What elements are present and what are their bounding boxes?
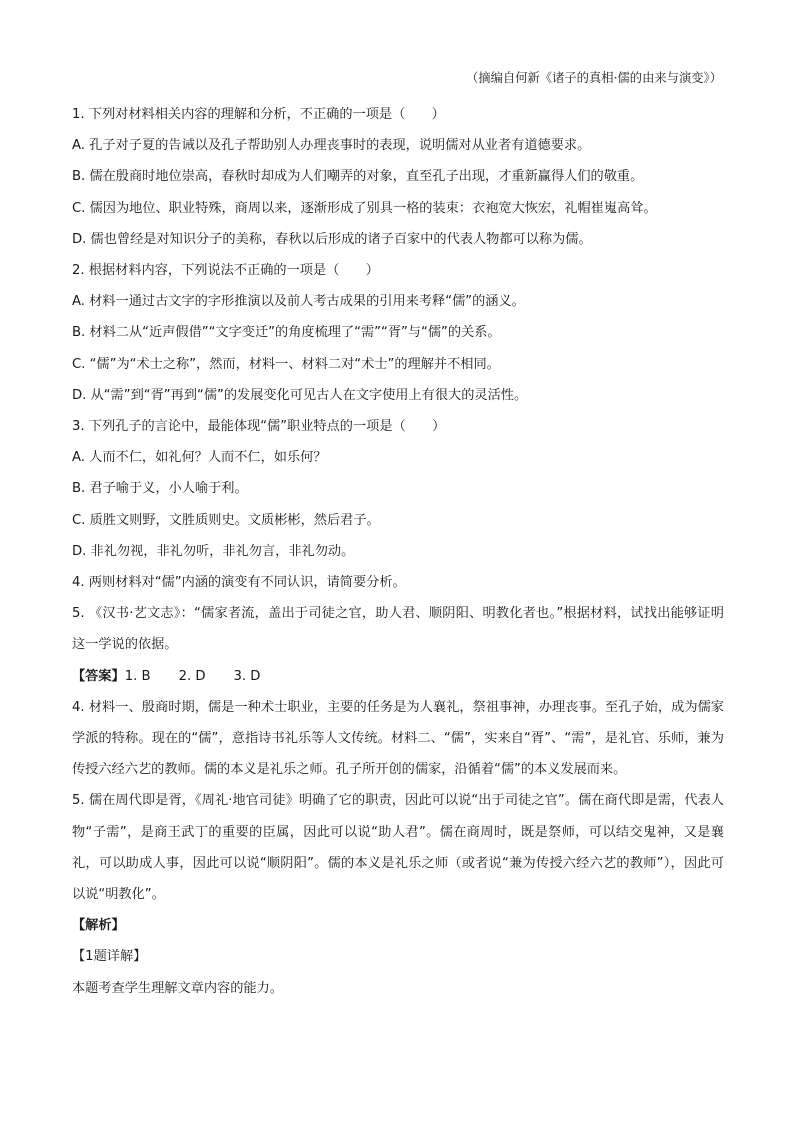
option-d: D. 从“需”到“胥”再到“儒”的发展变化可见古人在文字使用上有很大的灵活性。: [72, 387, 528, 403]
option-d: D. 非礼勿视，非礼勿听，非礼勿言，非礼勿动。: [72, 543, 355, 559]
analysis-text: 本题考查学生理解文章内容的能力。: [72, 980, 283, 996]
answer-tag: 【答案】: [72, 668, 125, 684]
analysis-tag: 【解析】: [72, 918, 125, 934]
question-3: [72, 411, 724, 567]
answer-item-3: 3. D: [233, 668, 261, 684]
question-2: [72, 255, 724, 411]
option-a: A. 人而不仁，如礼何？人而不仁，如乐何？: [72, 450, 327, 466]
answer-4-text: 4. 材料一、殷商时期，儒是一种术士职业，主要的任务是为人襄礼，祭祖事神，办理丧事。至孔子始，成为儒家学派的特称。现在的“儒”，意指诗书礼乐等人文传统。材料二、“儒”，实来自“胥”、“需”，是礼官、乐师，兼为传授六经六艺的教师。儒的本义是礼乐之师。孔子所开创的儒家，沿循着“儒”的本义发展而来。: [72, 699, 724, 778]
analysis-subtag: 【1题详解】: [72, 949, 147, 965]
answer-item-2: 2. D: [178, 668, 206, 684]
source-citation: （摘编自何新《诸子的真相·儒的由来与演变》）: [466, 71, 722, 85]
question-stem: 1. 下列对材料相关内容的理解和分析，不正确的一项是（ ）: [72, 107, 445, 122]
question-1: [72, 99, 724, 255]
option-c: C. “儒”为“术士之称”，然而，材料一、材料二对“术士”的理解并不相同。: [72, 356, 500, 372]
option-d: D. 儒也曾经是对知识分子的美称，春秋以后形成的诸子百家中的代表人物都可以称为儒。: [72, 231, 592, 247]
option-b: B. 材料二从“近声假借”“文字变迁”的角度梳理了“需”“胥”与“儒”的关系。: [72, 325, 501, 341]
answer-row: [72, 661, 724, 692]
option-b: B. 君子喻于义，小人喻于利。: [72, 481, 248, 497]
option-c: C. 质胜文则野，文胜质则史。文质彬彬，然后君子。: [72, 512, 380, 528]
option-a: A. 孔子对子夏的告诫以及孔子帮助别人办理丧事时的表现，说明儒对从业者有道德要求。: [72, 138, 591, 154]
question-stem: 3. 下列孔子的言论中，最能体现“儒”职业特点的一项是（ ）: [72, 419, 446, 435]
question-content: [72, 99, 724, 1004]
question-5: 5. 《汉书·艺文志》：“儒家者流，盖出于司徒之官，助人君、顺阴阳、明教化者也。”根据材料，试找出能够证明这一学说的依据。: [72, 606, 724, 653]
question-stem: 2. 根据材料内容，下列说法不正确的一项是（ ）: [72, 263, 379, 279]
answer-item-1: 1. B: [124, 668, 151, 684]
option-c: C. 儒因为地位、职业特殊，商周以来，逐渐形成了别具一格的装束：衣袍宽大恢宏，礼帽崔嵬高耸。: [72, 200, 657, 216]
question-4: 4. 两则材料对“儒”内涵的演变有不同认识，请简要分析。: [72, 575, 406, 591]
answer-5-text: 5. 儒在周代即是胥，《周礼·地官司徒》明确了它的职责，因此可以说“出于司徒之官”。儒在商代即是需，代表人物“子需”，是商王武丁的重要的臣属，因此可以说“助人君”。儒在商周时，既是祭师，可以结交鬼神，又是襄礼，可以助成人事，因此可以说“顺阴阳”。儒的本义是礼乐之师（或者说“兼为传授六经六艺的教师”），因此可以说“明教化”。: [72, 793, 724, 903]
option-a: A. 材料一通过古文字的字形推演以及前人考古成果的引用来考释“儒”的涵义。: [72, 294, 525, 310]
option-b: B. 儒在殷商时地位崇高，春秋时却成为人们嘲弄的对象，直至孔子出现，才重新赢得人们的敬重。: [72, 169, 644, 185]
